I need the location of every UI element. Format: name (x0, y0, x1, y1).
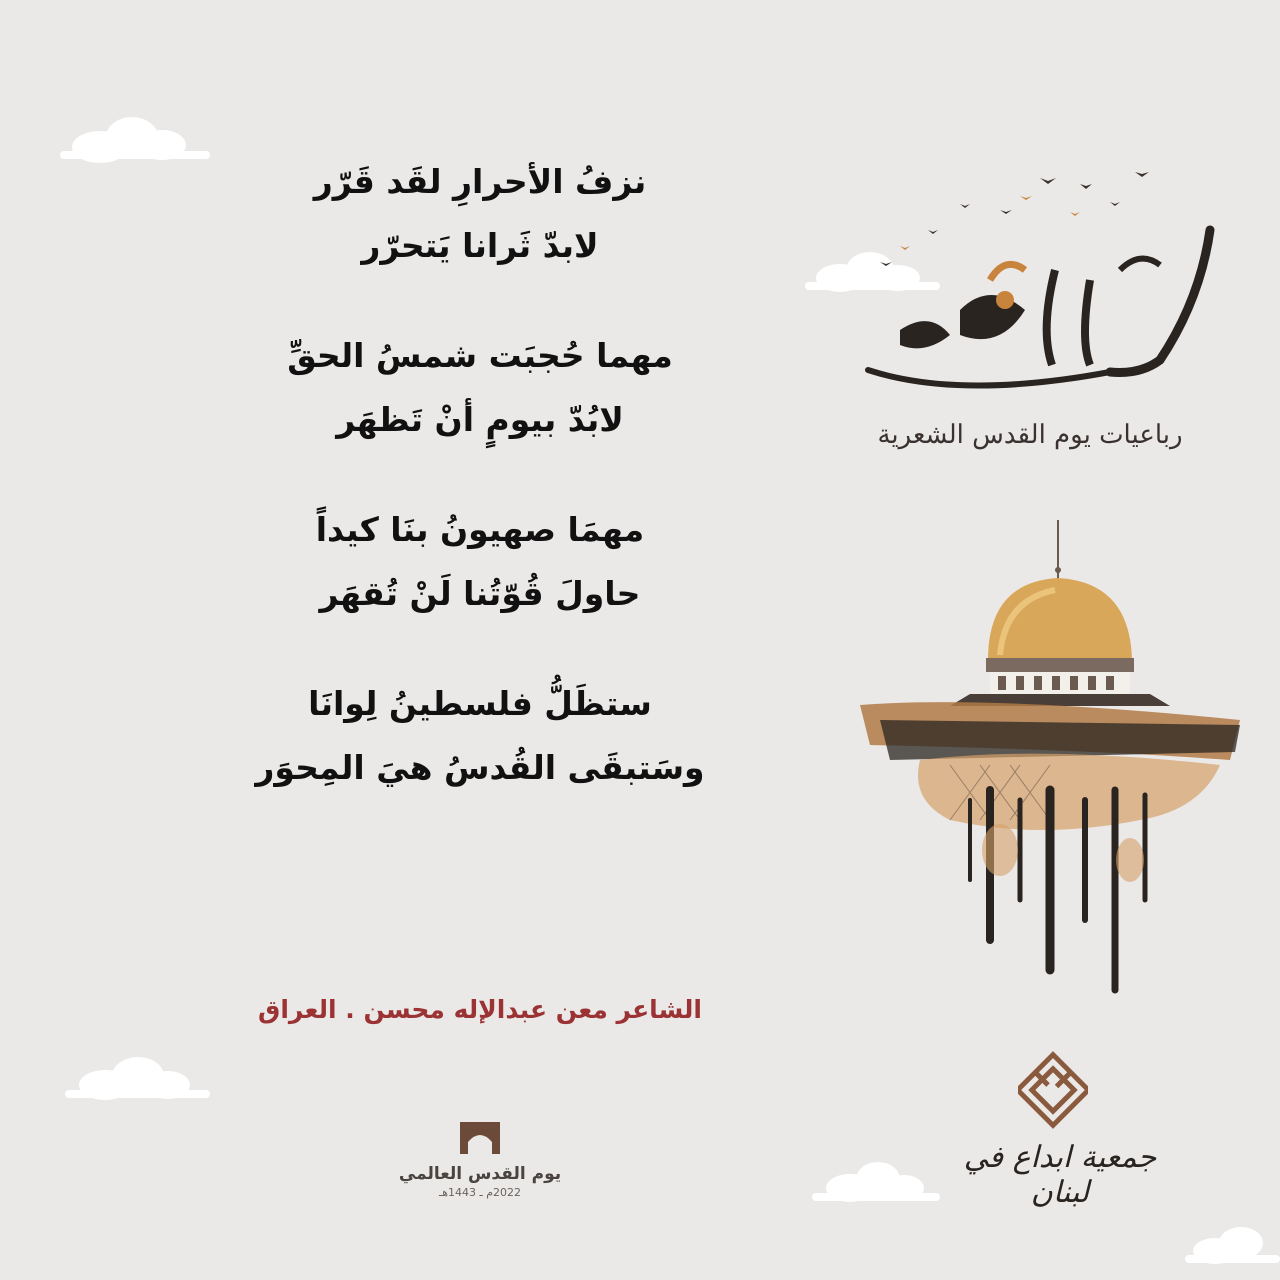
poet-credit: الشاعر معن عبدالإله محسن . العراق (258, 995, 702, 1024)
cloud-decoration (50, 1055, 220, 1103)
poem-line: ستظَلُّ فلسطينُ لِوانَا (308, 684, 652, 723)
dome-of-the-rock-illustration (840, 520, 1260, 1040)
quds-day-logo (370, 1120, 590, 1199)
poem-line: لابدّ ثَرانا يَتحرّر (361, 226, 599, 265)
cloud-decoration (1175, 1225, 1280, 1265)
poem (200, 150, 760, 846)
poem-line: مهمَا صهيونُ بنَا كيداً (315, 510, 645, 549)
poem-line: نزفُ الأحرارِ لقَد قَرّر (313, 162, 647, 201)
poem-line: حاولَ قُوّتُنا لَنْ تُقهَر (319, 574, 641, 613)
stanza-3 (200, 498, 760, 626)
association-name: جمعية ابداع في لبنان (963, 1140, 1157, 1210)
poem-line: لابُدّ بيومٍ أنْ تَظهَر (336, 400, 624, 439)
cloud-decoration (800, 1160, 950, 1205)
title-calligraphy-art (840, 160, 1240, 420)
stanza-2 (200, 324, 760, 452)
cloud-decoration (40, 115, 220, 165)
quds-day-year: 2022م ـ 1443هـ (438, 1186, 522, 1199)
poem-line: وسَتبقَى القُدسُ هيَ المِحوَر (255, 748, 705, 787)
dome-logo-icon (458, 1120, 502, 1156)
quds-day-title: يوم القدس العالمي (398, 1164, 562, 1184)
kufic-logo-icon (1018, 1045, 1088, 1135)
stanza-4 (200, 672, 760, 800)
poem-line: مهما حُجبَت شمسُ الحقِّ (287, 336, 673, 375)
stanza-1 (200, 150, 760, 278)
title-calligraphy-logo (840, 160, 1240, 420)
subtitle: رباعيات يوم القدس الشعرية (877, 420, 1183, 450)
